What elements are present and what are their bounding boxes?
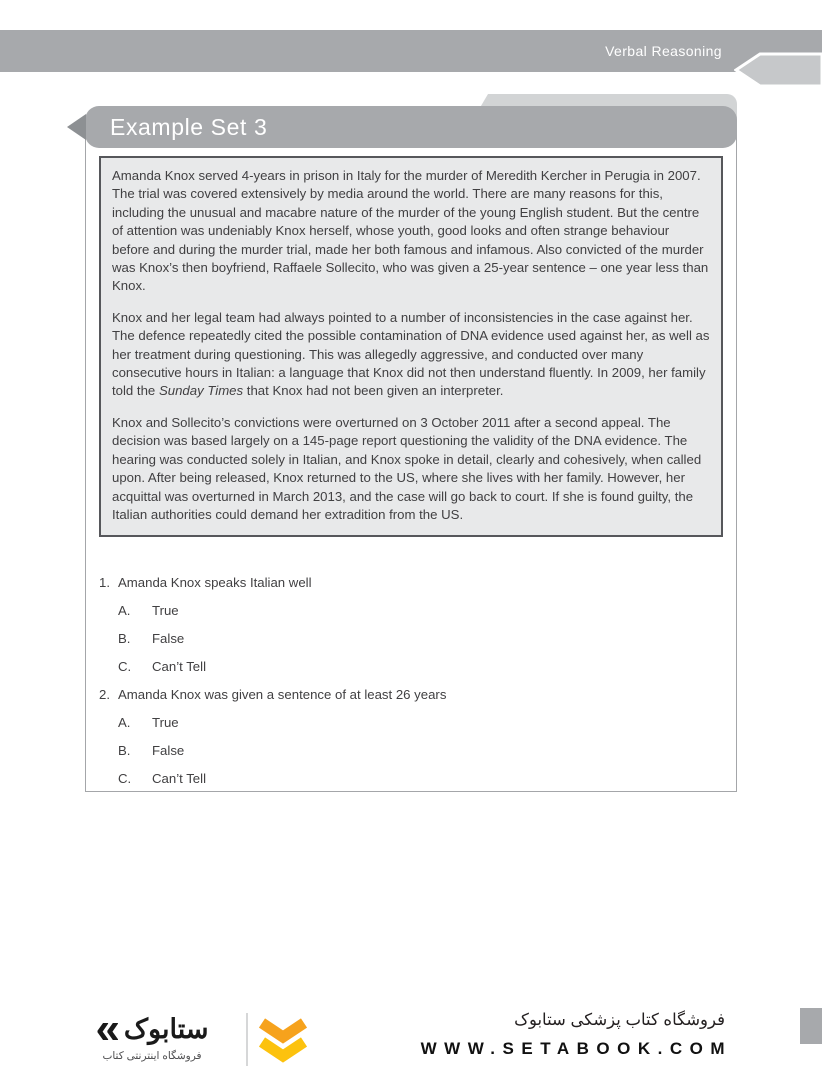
passage-paragraph-3: Knox and Sollecito’s convictions were overturned on 3 October 2011 after a second appeal. The decision was based largely on a 145-page report questioning the validity of the DNA evidence. The hearing was conducted solely in Italian, and Knox spoke in detail, clearly and cohesively, when called upon. After being released, Knox returned to the US, where she lives with her family. However, her acquittal was overturned in March 2013, and the case will go back to court. If she is found guilty, the Italian authorities could demand her extradition from the US.: [112, 414, 702, 522]
footer-website-url: WWW.SETABOOK.COM: [420, 1039, 732, 1058]
logo-subtitle: فروشگاه اینترنتی کتاب: [102, 1050, 202, 1062]
option-label: True: [152, 603, 179, 618]
passage-text: that Knox had not been given an interpreter.: [243, 383, 504, 399]
section-title: Example Set 3: [110, 114, 268, 140]
question-row: [99, 574, 714, 592]
page-edge-tab: [800, 1008, 822, 1044]
question-1: [99, 574, 714, 676]
question-2: [99, 686, 714, 788]
header-title: Verbal Reasoning: [605, 43, 722, 59]
option-row: [118, 602, 714, 620]
question-row: [99, 686, 714, 704]
logo-text: ستابوک: [123, 1013, 209, 1044]
option-label: Can’t Tell: [152, 659, 206, 674]
option-letter: A.: [118, 603, 131, 618]
passage-text: Knox and her legal team had always pointed to a number of inconsistencies in the case against her. The defence repeatedly cited the possible contamination of DNA evidence used against her, as well as her treatment during questioning. This was allegedly aggressive, and conducted over many consecutive hours in Italian: a language that Knox did not then understand fluently. In 2009, her family told the: [112, 309, 710, 399]
logo-wordmark: [63, 1004, 241, 1053]
setabook-logo: [63, 1004, 241, 1062]
option-letter: B.: [118, 631, 131, 646]
logo-chevrons-icon: «: [95, 1004, 120, 1053]
option-label: False: [152, 743, 185, 758]
option-letter: A.: [118, 715, 131, 730]
passage-box: [99, 156, 723, 537]
question-text: Amanda Knox was given a sentence of at least 26 years: [118, 687, 447, 702]
option-row: [118, 630, 714, 648]
footer-store-title: فروشگاه کتاب پزشکی ستابوک: [514, 1011, 725, 1029]
section-banner: [85, 106, 737, 148]
footer-divider: [246, 1013, 248, 1066]
question-number: 1.: [99, 575, 110, 590]
questions-list: [99, 574, 714, 798]
option-row: [118, 770, 714, 788]
option-label: True: [152, 715, 179, 730]
header-band: [0, 30, 822, 72]
option-letter: B.: [118, 743, 131, 758]
option-letter: C.: [118, 659, 132, 674]
option-row: [118, 714, 714, 732]
passage-italic-title: Sunday Times: [158, 383, 244, 399]
question-number: 2.: [99, 687, 110, 702]
footer-right: [255, 1010, 732, 1059]
question-text: Amanda Knox speaks Italian well: [118, 575, 312, 590]
option-letter: C.: [118, 771, 132, 786]
option-label: Can’t Tell: [152, 771, 206, 786]
option-label: False: [152, 631, 185, 646]
passage-paragraph-2: [112, 309, 710, 401]
header-arrow-icon: [734, 52, 822, 88]
passage-paragraph-1: Amanda Knox served 4-years in prison in Italy for the murder of Meredith Kercher in Perugia in 2007. The trial was covered extensively by media around the world. There are many reasons for this, including the unusual and macabre nature of the murder of the young English student. But the centre of attention was undeniably Knox herself, whose youth, good looks and often strange behaviour before and during the murder trial, made her both famous and infamous. Also convicted of the murder was Knox’s then boyfriend, Raffaele Sollecito, who was given a 25-year sentence – one year less than Knox.: [112, 168, 709, 294]
option-row: [118, 658, 714, 676]
banner-notch-icon: [67, 114, 86, 140]
option-row: [118, 742, 714, 760]
